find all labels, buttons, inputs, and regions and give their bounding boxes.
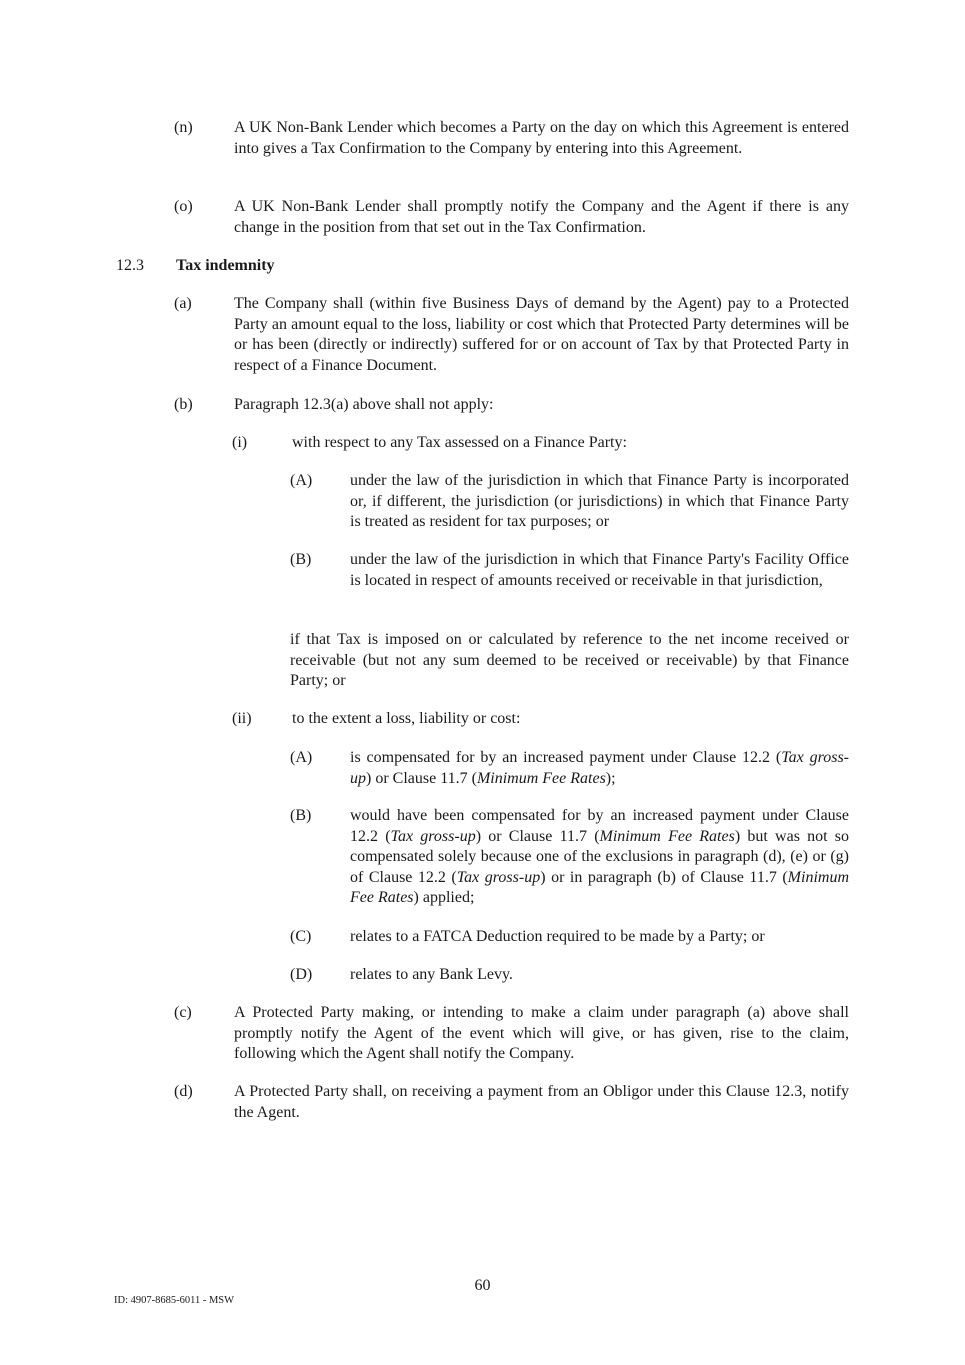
sub-ii-B-text: would have been compensated for by an increased payment under Clause 12.2 (Tax gross-up) or Clause 11.7 (Minimum Fee Rates) but was not so compensated solely because one of the exclusions in paragraph (d), (e) or (g) of Clause 12.2 (Tax gross-up) or in paragraph (b) of Clause 11.7 (Minimum Fee Rates) applied; (350, 807, 850, 906)
sub-i-A-text: under the law of the jurisdiction in which that Finance Party is incorporated or, if different, the jurisdiction (or jurisdictions) in which that Finance Party is treated as resident for tax purposes; or (350, 472, 849, 530)
item-o-label: (o) (174, 198, 193, 215)
para-b-label: (b) (174, 396, 193, 413)
para-c-label: (c) (174, 1004, 192, 1021)
sub-ii-C-text: relates to a FATCA Deduction required to be made by a Party; or (350, 928, 765, 945)
para-a-label: (a) (174, 295, 192, 312)
sub-i-tail-text: if that Tax is imposed on or calculated by reference to the net income received or receivable (but not any sum deemed to be received or receivable) by that Finance Party; or (290, 631, 849, 689)
sub-i-B-text: under the law of the jurisdiction in which that Finance Party's Facility Office is located in respect of amounts received or receivable in that jurisdiction, (350, 551, 849, 589)
sub-ii-D-text: relates to any Bank Levy. (350, 966, 513, 983)
item-o-text: A UK Non-Bank Lender shall promptly notify the Company and the Agent if there is any change in the position from that set out in the Tax Confirmation. (234, 198, 849, 236)
para-b-text: Paragraph 12.3(a) above shall not apply: (234, 396, 494, 413)
para-a-text: The Company shall (within five Business Days of demand by the Agent) pay to a Protected Party an amount equal to the loss, liability or cost which that Protected Party determines will be or has been (directly or indirectly) suffered for or on account of Tax by that Protected Party in respect of a Finance Document. (234, 295, 849, 374)
sub-ii-A-label: (A) (290, 749, 313, 766)
sub-ii-B-label: (B) (290, 807, 312, 824)
sub-ii-C-label: (C) (290, 928, 312, 945)
item-n-text: A UK Non-Bank Lender which becomes a Party on the day on which this Agreement is entered into gives a Tax Confirmation to the Company by entering into this Agreement. (234, 119, 849, 157)
sub-ii-A-text: is compensated for by an increased payment under Clause 12.2 (Tax gross-up) or Clause 11.7 (Minimum Fee Rates); (350, 749, 849, 787)
sub-i-text: with respect to any Tax assessed on a Finance Party: (292, 434, 627, 451)
para-d-label: (d) (174, 1083, 193, 1100)
para-d-text: A Protected Party shall, on receiving a payment from an Obligor under this Clause 12.3, notify the Agent. (234, 1083, 849, 1121)
sub-i-label: (i) (232, 434, 248, 451)
sub-i-A-label: (A) (290, 472, 313, 489)
section-title: Tax indemnity (176, 257, 275, 274)
document-id: ID: 4907-8685-6011 - MSW (114, 1295, 235, 1306)
item-n-label: (n) (174, 119, 193, 136)
sub-ii-D-label: (D) (290, 966, 313, 983)
page-number: 60 (474, 1277, 491, 1294)
sub-ii-text: to the extent a loss, liability or cost: (292, 710, 521, 727)
para-c-text: A Protected Party making, or intending to make a claim under paragraph (a) above shall promptly notify the Agent of the event which will give, or has given, rise to the claim, following which the Agent shall notify the Company. (234, 1004, 849, 1062)
sub-i-B-label: (B) (290, 551, 312, 568)
section-number: 12.3 (116, 257, 144, 274)
sub-ii-label: (ii) (232, 710, 252, 727)
